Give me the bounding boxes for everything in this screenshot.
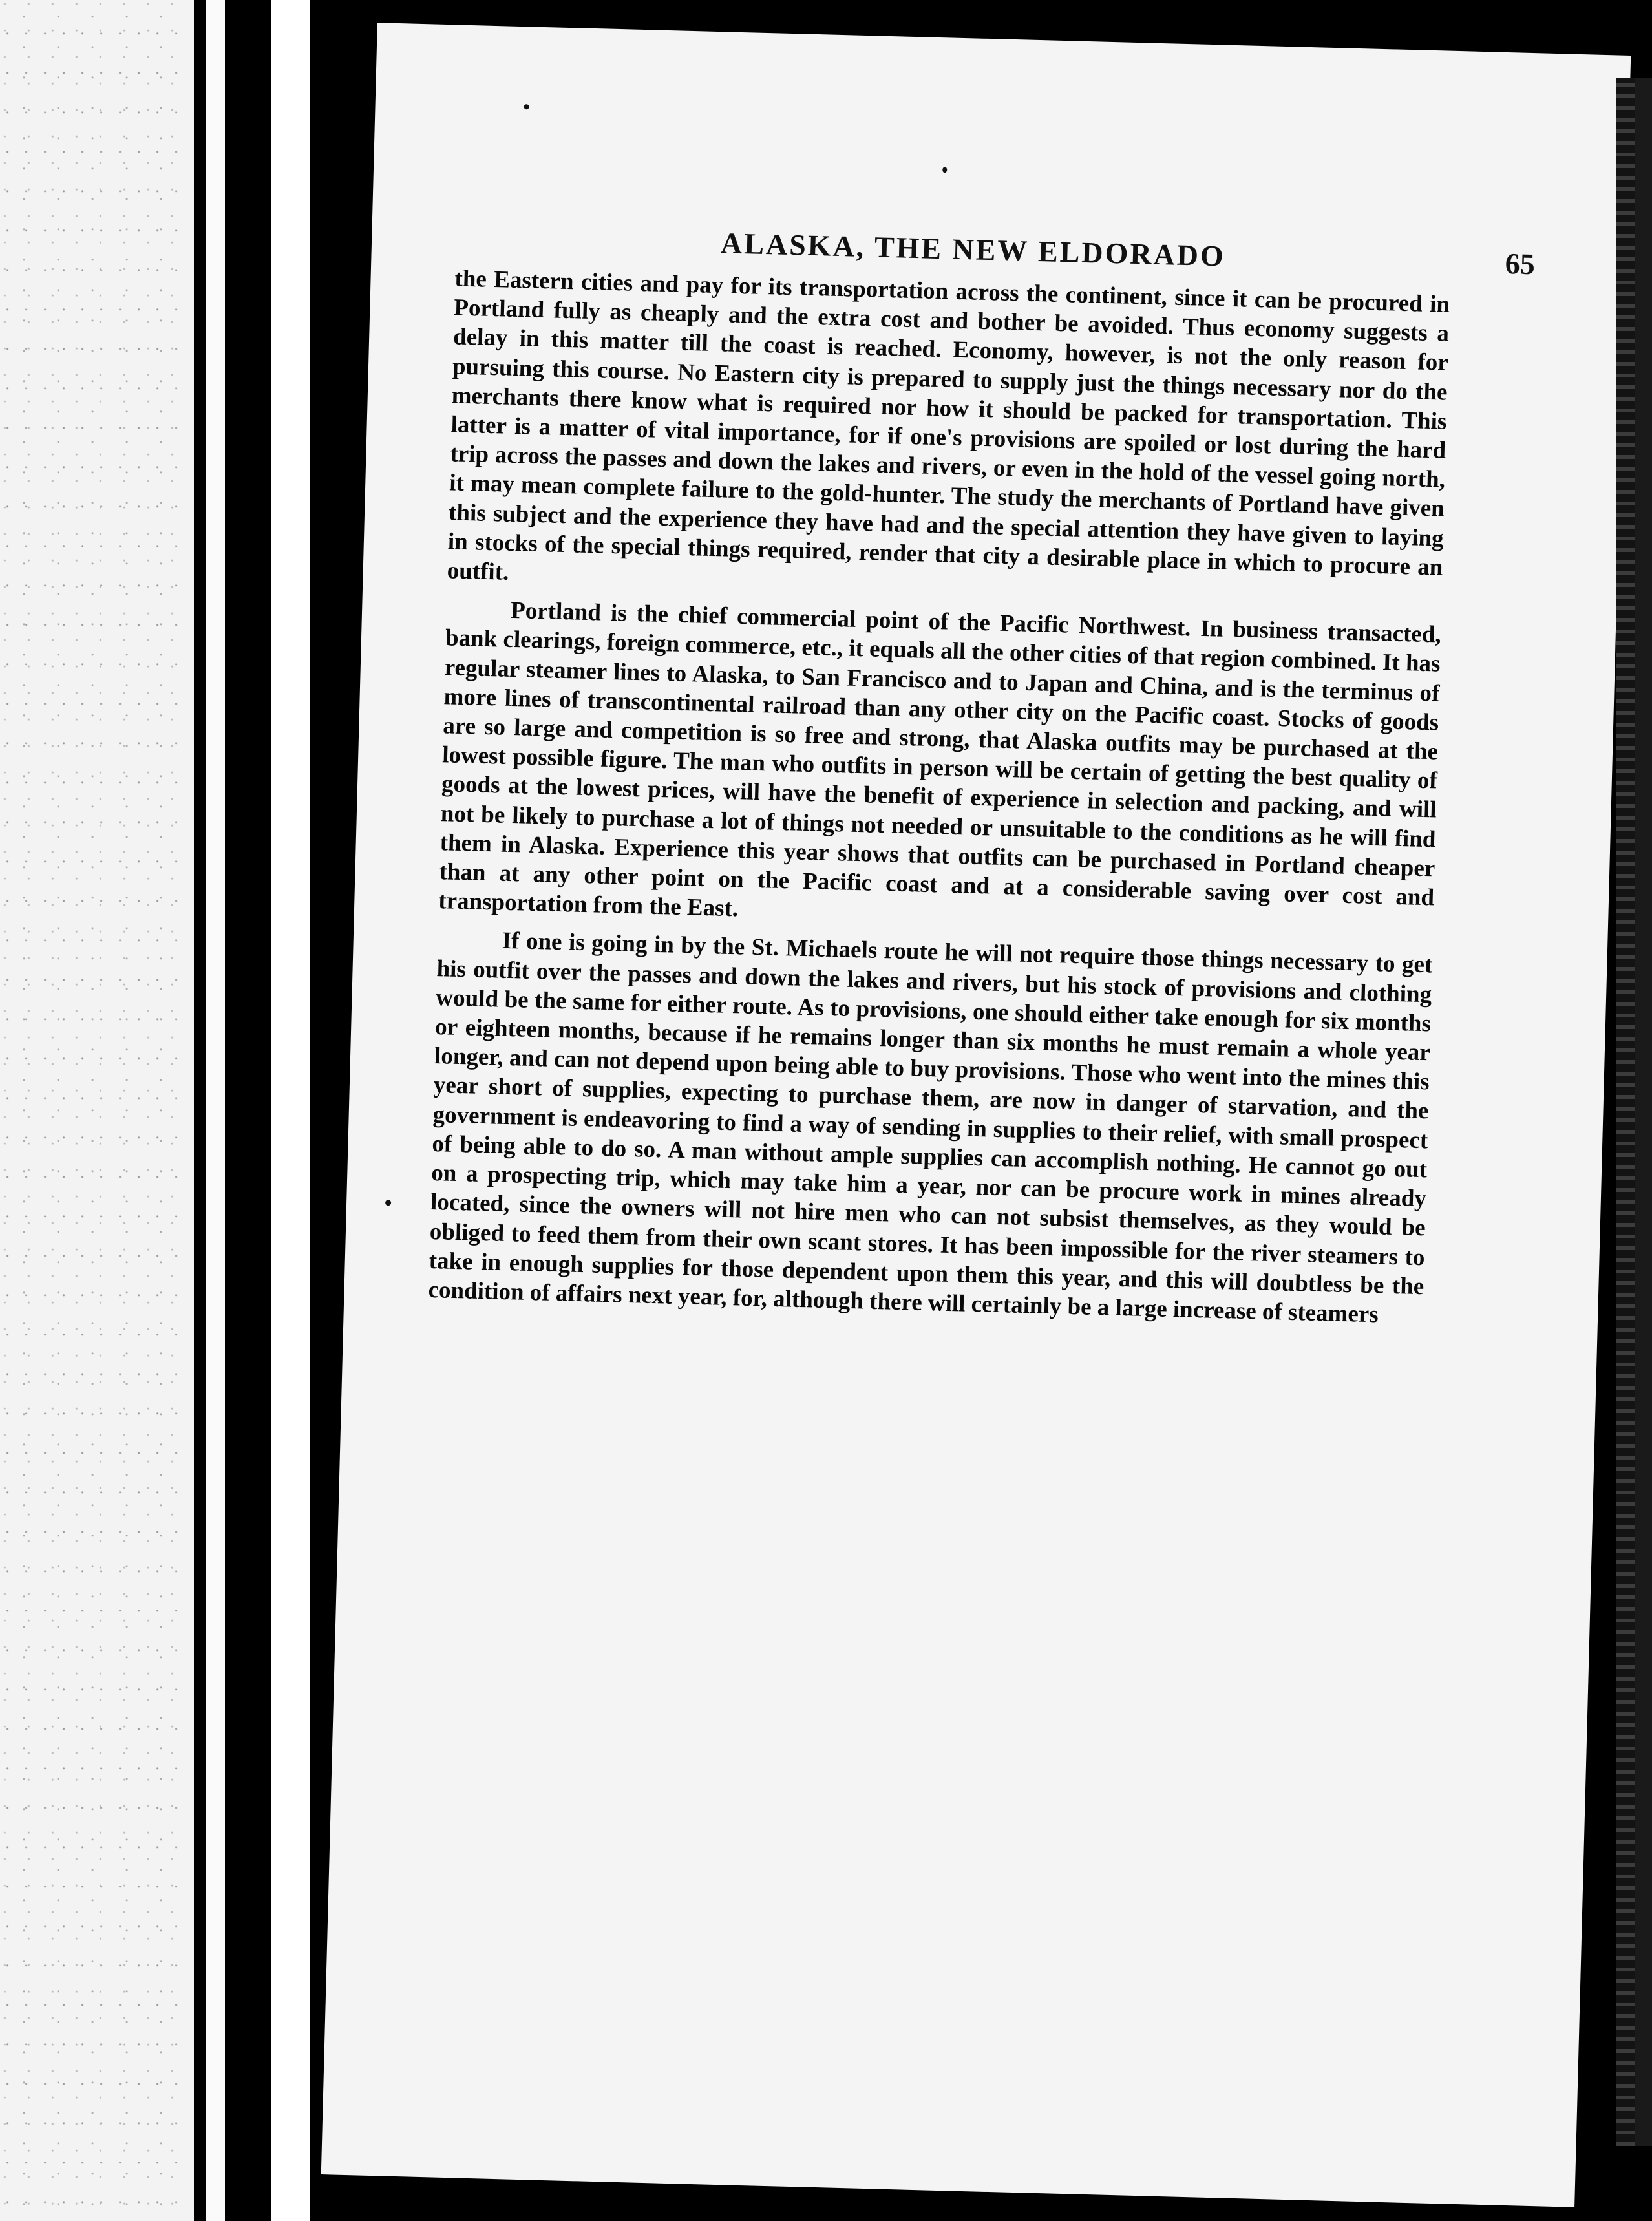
ink-speck: [385, 1200, 391, 1206]
paragraph: Portland is the chief commercial point of the Pacific Northwest. In business transacted, bank clearings, foreign commerce, etc., it equals all the other cities of that region combined. It has regular steamer lines to Alaska, to San Francisco and to Japan and China, and is the terminus of more lines of transcontinental railroad than any other city on the Pacific coast. Stocks of goods are so large and competition is so free and strong, that Alaska outfits may be purchased at the lowest possible figure. The man who outfits in person will be certain of getting the best quality of goods at the lowest prices, will have the benefit of experience in selection and packing, and will not be likely to purchase a lot of things not needed or unsuitable to the conditions as he will find them in Alaska. Experience this year shows that outfits can be purchased in Portland cheaper than at any other point on the Pacific coast and at a considerable saving over cost and transportation from the East.: [438, 597, 1442, 922]
paragraph: If one is going in by the St. Michaels route he will not require those things necessary to get his outfit over the passes and down the lakes and rivers, but his stock of provisions and clothing would be the same for either route. As to provisions, one should either take enough for six months or eighteen months, because if he remains longer than six months he must remain a whole year longer, and can not depend upon being able to buy provisions. Those who went into the mines this year short of supplies, expecting to purchase them, are now in danger of starvation, and the government is endeavoring to find a way of sending in supplies to their relief, with small prospect of being able to do so. A man without ample supplies can accomplish nothing. He cannot go out on a prospecting trip, which may take him a year, nor can be procure work in mines already located, since the owners will not hire men who can not subsist themselves, as they would be obliged to feed them from their own scant stores. It has been impossible for the river steamers to take in enough supplies for those dependent upon them this year, and this will doubtless be the condition of affairs next year, for, although there will certainly be a large increase of steamers: [428, 928, 1433, 1328]
ink-speck: [524, 104, 529, 109]
book-page: [321, 23, 1631, 2207]
page-number: 65: [1505, 246, 1536, 281]
paragraph: the Eastern cities and pay for its transportation across the continent, since it can be procured in Portland fully as cheaply and the extra cost and bother be avoided. Thus economy suggests a delay in this matter till the coast is reached. Economy, however, is not the only reason for pursuing this course. No Eastern city is prepared to supply just the things necessary nor do the merchants there know what is required nor how it should be packed for transportation. This latter is a matter of vital importance, for if one's provisions are spoiled or lost during the hard trip across the passes and down the lakes and rivers, or even in the hold of the vessel going north, it may mean complete failure to the gold-hunter. The study the merchants of Portland have given this subject and the experience they have had and the special attention they have given to laying in stocks of the special things required, render that city a desirable place in which to procure an outfit.: [447, 265, 1450, 586]
binding-strip: [206, 0, 225, 2221]
ink-speck: [942, 167, 947, 173]
next-page-edge: [1616, 78, 1652, 2146]
binding-strip: [271, 0, 310, 2221]
facing-page-edge: [0, 0, 194, 2221]
page-edge-texture: [1616, 78, 1635, 2146]
running-title: ALASKA, THE NEW ELDORADO: [720, 226, 1226, 273]
page-body: [428, 264, 1450, 1339]
